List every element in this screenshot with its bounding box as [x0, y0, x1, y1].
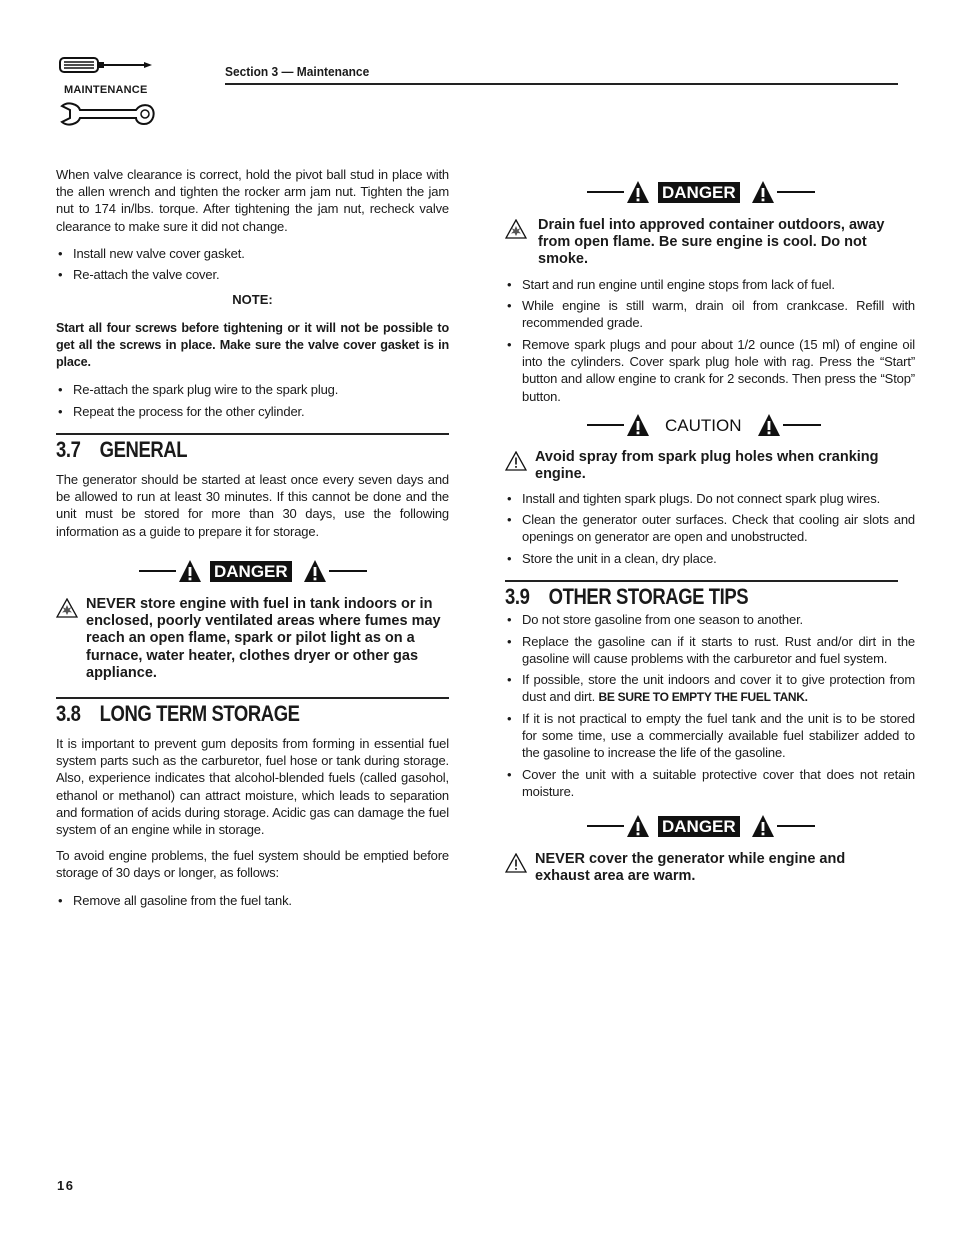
- section-heading-3-7: [56, 437, 187, 463]
- warning-triangle-icon: [626, 814, 650, 838]
- list-item: • Do not store gasoline from one season to another.: [505, 611, 915, 628]
- storage-paragraph: It is important to prevent gum deposits from forming in essential fuel system parts such as the carburetor, fuel hose or tank during storage. Also, experience indicates that alcohol-blended fuels (called gasohol, ethanol or methanol) can attract moisture, which leads to separation and formation of acids during storage. Acidic gas can damage the fuel system of an engine while in storage.: [56, 736, 449, 838]
- danger-text: Drain fuel into approved container outdoors, away from open flame. Be sure engine is cool. Do not smoke.: [538, 217, 885, 268]
- list-item: • Re-attach the spark plug wire to the spark plug.: [56, 381, 466, 398]
- list-item: • Remove all gasoline from the fuel tank.: [56, 892, 466, 909]
- list-item: • Start and run engine until engine stops from lack of fuel.: [505, 276, 915, 293]
- danger-label: DANGER: [658, 182, 740, 203]
- list-item: • Repeat the process for the other cylinder.: [56, 403, 466, 420]
- danger-label: DANGER: [658, 816, 740, 837]
- section-header: Section 3 — Maintenance: [225, 64, 370, 79]
- warning-triangle-icon: [626, 413, 650, 437]
- list-item: • Install new valve cover gasket.: [56, 245, 466, 262]
- section-number: 3.7: [56, 437, 81, 462]
- list-item: • If it is not practical to empty the fuel tank and the unit is to be stored for some time, use a commercially available fuel stabilizer added to the gasoline to increase the life of the gasoline.: [505, 710, 915, 762]
- section-rule: [505, 580, 898, 582]
- header-rule: [225, 83, 898, 85]
- list-item: • While engine is still warm, drain oil from crankcase. Refill with recommended grade.: [505, 297, 915, 331]
- section-heading-3-8: [56, 701, 300, 727]
- caution-label: CAUTION: [665, 416, 742, 435]
- list-item: [505, 671, 915, 706]
- maintenance-logo: [56, 54, 156, 128]
- screwdriver-icon: [56, 54, 156, 78]
- list-item: • Re-attach the valve cover.: [56, 266, 466, 283]
- warning-triangle-icon: [303, 559, 327, 583]
- list-item: • Cover the unit with a suitable protective cover that does not retain moisture.: [505, 766, 915, 800]
- section-title: LONG TERM STORAGE: [99, 701, 300, 726]
- explosion-hazard-icon: [505, 219, 527, 239]
- section-number: 3.9: [505, 584, 530, 609]
- section-title: OTHER STORAGE TIPS: [548, 584, 749, 609]
- section-heading-3-9: [505, 584, 748, 610]
- warning-triangle-icon: [505, 853, 527, 873]
- warning-triangle-icon: [751, 180, 775, 204]
- warning-triangle-icon: [178, 559, 202, 583]
- danger-text: NEVER store engine with fuel in tank indoors or in enclosed, poorly ventilated areas where fumes may reach an open flame, spark or pilot light as on a furnace, water heater, clothes dryer or other gas appliance.: [86, 596, 441, 681]
- warning-triangle-icon: [626, 180, 650, 204]
- list-item: • Replace the gasoline can if it starts to rust. Rust and/or dirt in the gasoline will cause problems with the carburetor and fuel system.: [505, 633, 915, 667]
- section-rule: [56, 697, 449, 699]
- section-rule: [56, 433, 449, 435]
- section-number: 3.8: [56, 701, 81, 726]
- list-item: • Store the unit in a clean, dry place.: [505, 550, 915, 567]
- storage-paragraph: To avoid engine problems, the fuel system should be emptied before storage of 30 days or longer, as follows:: [56, 848, 449, 881]
- general-paragraph: The generator should be started at least once every seven days and be allowed to run at least 30 minutes. If this cannot be done and the unit must be stored for more than 30 days, use the following information as a guide to prepare it for storage.: [56, 472, 449, 539]
- list-item-emphasis: BE SURE TO EMPTY THE FUEL TANK.: [598, 690, 808, 705]
- danger-signal: [587, 180, 815, 206]
- list-item: • Clean the generator outer surfaces. Check that cooling air slots and openings on generator are open and unobstructed.: [505, 511, 915, 545]
- explosion-hazard-icon: [56, 598, 78, 618]
- warning-triangle-icon: [505, 451, 527, 471]
- danger-label: DANGER: [210, 561, 292, 582]
- note-label: NOTE:: [232, 292, 273, 307]
- note-text: Start all four screws before tightening or it will not be possible to get all the screws in place. Make sure the valve cover gasket is in place.: [56, 321, 449, 370]
- danger-text: NEVER cover the generator while engine and exhaust area are warm.: [535, 851, 846, 885]
- wrench-icon: [56, 100, 156, 130]
- list-item-text: If possible, store the unit indoors and cover it to give protection from dust and dirt.: [522, 672, 915, 705]
- danger-message: [56, 596, 451, 682]
- list-item: • Remove spark plugs and pour about 1/2 ounce (15 ml) of engine oil into the cylinders. Cover spark plug hole with rag. Press the “Start” button and allow engine to crank for 2 seconds. Then press the “Stop” button.: [505, 336, 915, 405]
- caution-text: Avoid spray from spark plug holes when cranking engine.: [535, 449, 879, 483]
- logo-label: MAINTENANCE: [64, 84, 148, 96]
- danger-signal: [139, 559, 367, 585]
- intro-paragraph: When valve clearance is correct, hold the pivot ball stud in place with the allen wrench and tighten the rocker arm jam nut. Tighten the jam nut to 174 in/lbs. torque. After tightening the jam nut, recheck valve clearance to make sure it did not change.: [56, 167, 449, 234]
- caution-message: [505, 449, 900, 483]
- page-number: 16: [57, 1178, 75, 1193]
- warning-triangle-icon: [751, 814, 775, 838]
- section-title: GENERAL: [99, 437, 188, 462]
- danger-message: [505, 851, 900, 885]
- list-item: • Install and tighten spark plugs. Do not connect spark plug wires.: [505, 490, 915, 507]
- warning-triangle-icon: [757, 413, 781, 437]
- danger-signal: [587, 814, 815, 840]
- caution-signal: [587, 413, 821, 439]
- danger-message: [505, 217, 900, 269]
